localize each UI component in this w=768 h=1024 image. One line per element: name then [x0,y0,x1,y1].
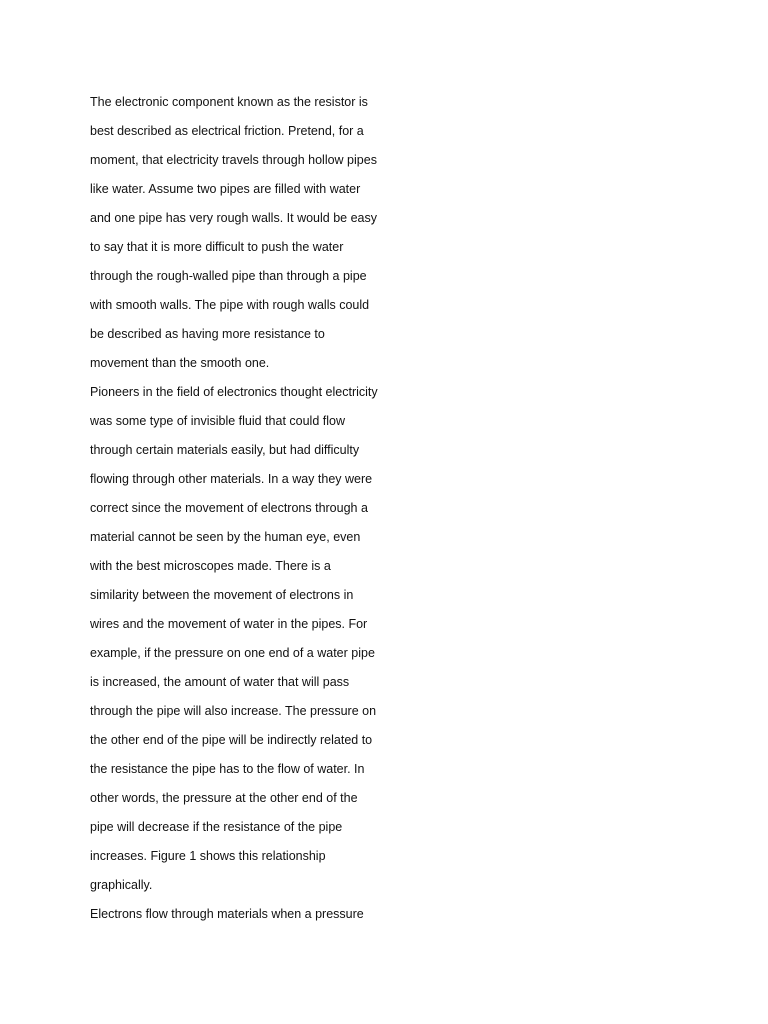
text-line: was some type of invisible fluid that could flow [90,414,345,428]
text-line: Electrons flow through materials when a pressure [90,907,364,921]
text-line: movement than the smooth one. [90,356,270,370]
text-line: with the best microscopes made. There is a [90,559,331,573]
text-line: pipe will decrease if the resistance of the pipe [90,820,343,834]
text-line: to say that it is more difficult to push the water [90,240,344,254]
text-line: and one pipe has very rough walls. It would be easy [90,211,377,225]
text-line: similarity between the movement of electrons in [90,588,354,602]
text-line: is increased, the amount of water that will pass [90,675,350,689]
text-line: other words, the pressure at the other end of the [90,791,358,805]
text-line: correct since the movement of electrons through a [90,501,368,515]
text-line: increases. Figure 1 shows this relationship [90,849,326,863]
text-line: best described as electrical friction. Pretend, for a [90,124,364,138]
text-line: The electronic component known as the resistor is [90,95,368,109]
text-line: the resistance the pipe has to the flow of water. In [90,762,365,776]
text-line: like water. Assume two pipes are filled with water [90,182,361,196]
text-line: moment, that electricity travels through hollow pipes [90,153,377,167]
text-line: example, if the pressure on one end of a water pipe [90,646,375,660]
text-line: the other end of the pipe will be indirectly related to [90,733,373,747]
text-line: with smooth walls. The pipe with rough walls could [90,298,370,312]
body-text [90,88,410,929]
text-line: flowing through other materials. In a way they were [90,472,373,486]
text-line: wires and the movement of water in the pipes. For [90,617,368,631]
text-line: through the pipe will also increase. The pressure on [90,704,377,718]
text-line: through certain materials easily, but had difficulty [90,443,360,457]
text-line: be described as having more resistance to [90,327,325,341]
text-line: through the rough-walled pipe than through a pipe [90,269,367,283]
text-line: graphically. [90,878,153,892]
text-line: Pioneers in the field of electronics thought electricity [90,385,378,399]
text-line: material cannot be seen by the human eye, even [90,530,361,544]
